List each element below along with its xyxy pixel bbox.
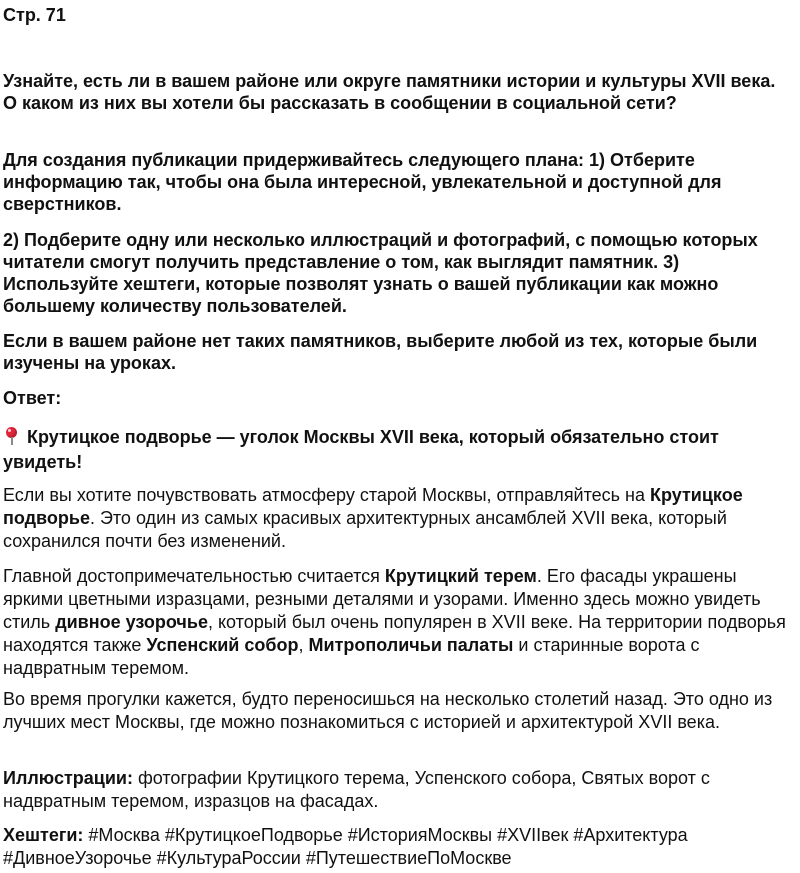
emphasis-krutitskoe-podvorye: Крутицкое подворье (3, 485, 743, 528)
task-paragraph-2: Для создания публикации придерживайтесь следующего плана: 1) Отберите информацию так, чтобы она была интересной, увлекательной и доступной для сверстников. (3, 150, 722, 214)
post-headline-text: Крутицкое подворье — уголок Москвы XVII века, который обязательно стоит увидеть! (3, 427, 719, 472)
illustrations-text: фотографии Крутицкого терема, Успенского собора, Святых ворот с надвратным теремом, изразцов на фасадах. (3, 768, 710, 811)
emphasis-krutitsky-terem: Крутицкий терем (384, 566, 537, 586)
emphasis-uspensky-sobor: Успенский собор (146, 635, 299, 655)
hashtags-paragraph (3, 824, 795, 870)
answer-label: Ответ: (3, 388, 62, 408)
hashtags-label: Хештеги: (3, 825, 84, 845)
illustrations-paragraph (3, 767, 795, 813)
post-paragraph-2: Главной достопримечательностью считается Крутицкий терем. Его фасады украшены яркими цветными изразцами, резными деталями и узорами. Именно здесь можно увидеть стиль дивное узорочье, который был очень популярен в XVII веке. На территории подворья находятся также Успенский собор, Митрополичьи палаты и старинные ворота с надвратным теремом. (3, 566, 786, 678)
task-paragraph-4: Если в вашем районе нет таких памятников, выберите любой из тех, которые были изучены на уроках. (3, 331, 758, 373)
post-paragraph-1: Если вы хотите почувствовать атмосферу старой Москвы, отправляйтесь на Крутицкое подворье. Это один из самых красивых архитектурных ансамблей XVII века, который сохранился почти без изменений. (3, 485, 743, 551)
task-paragraph-1: Узнайте, есть ли в вашем районе или округе памятники истории и культуры XVII века. О каком из них вы хотели бы рассказать в сообщении в социальной сети? (3, 71, 776, 113)
post-headline (3, 425, 793, 475)
emphasis-mitropolichyi-palaty: Митрополичьи палаты (308, 635, 514, 655)
round-pushpin-icon (3, 427, 21, 445)
task-paragraph-3: 2) Подберите одну или несколько иллюстраций и фотографий, с помощью которых читатели смогут получить представление о том, как выглядит памятник. 3) Используйте хештеги, которые позволят узнать о вашей публикации как можно большему количеству пользователей. (3, 230, 758, 316)
post-paragraph-3: Во время прогулки кажется, будто переносишься на несколько столетий назад. Это одно из лучших мест Москвы, где можно познакомиться с историей и архитектурой XVII века. (3, 689, 773, 732)
page-number-label: Стр. 71 (3, 5, 66, 25)
emphasis-divnoe-uzorochye: дивное узорочье (55, 612, 208, 632)
illustrations-label: Иллюстрации: (3, 768, 133, 788)
hashtags-text: #Москва #КрутицкоеПодворье #ИсторияМосквы #XVIIвек #Архитектура #ДивноеУзорочье #КультураРоссии #ПутешествиеПоМоскве (3, 825, 688, 868)
